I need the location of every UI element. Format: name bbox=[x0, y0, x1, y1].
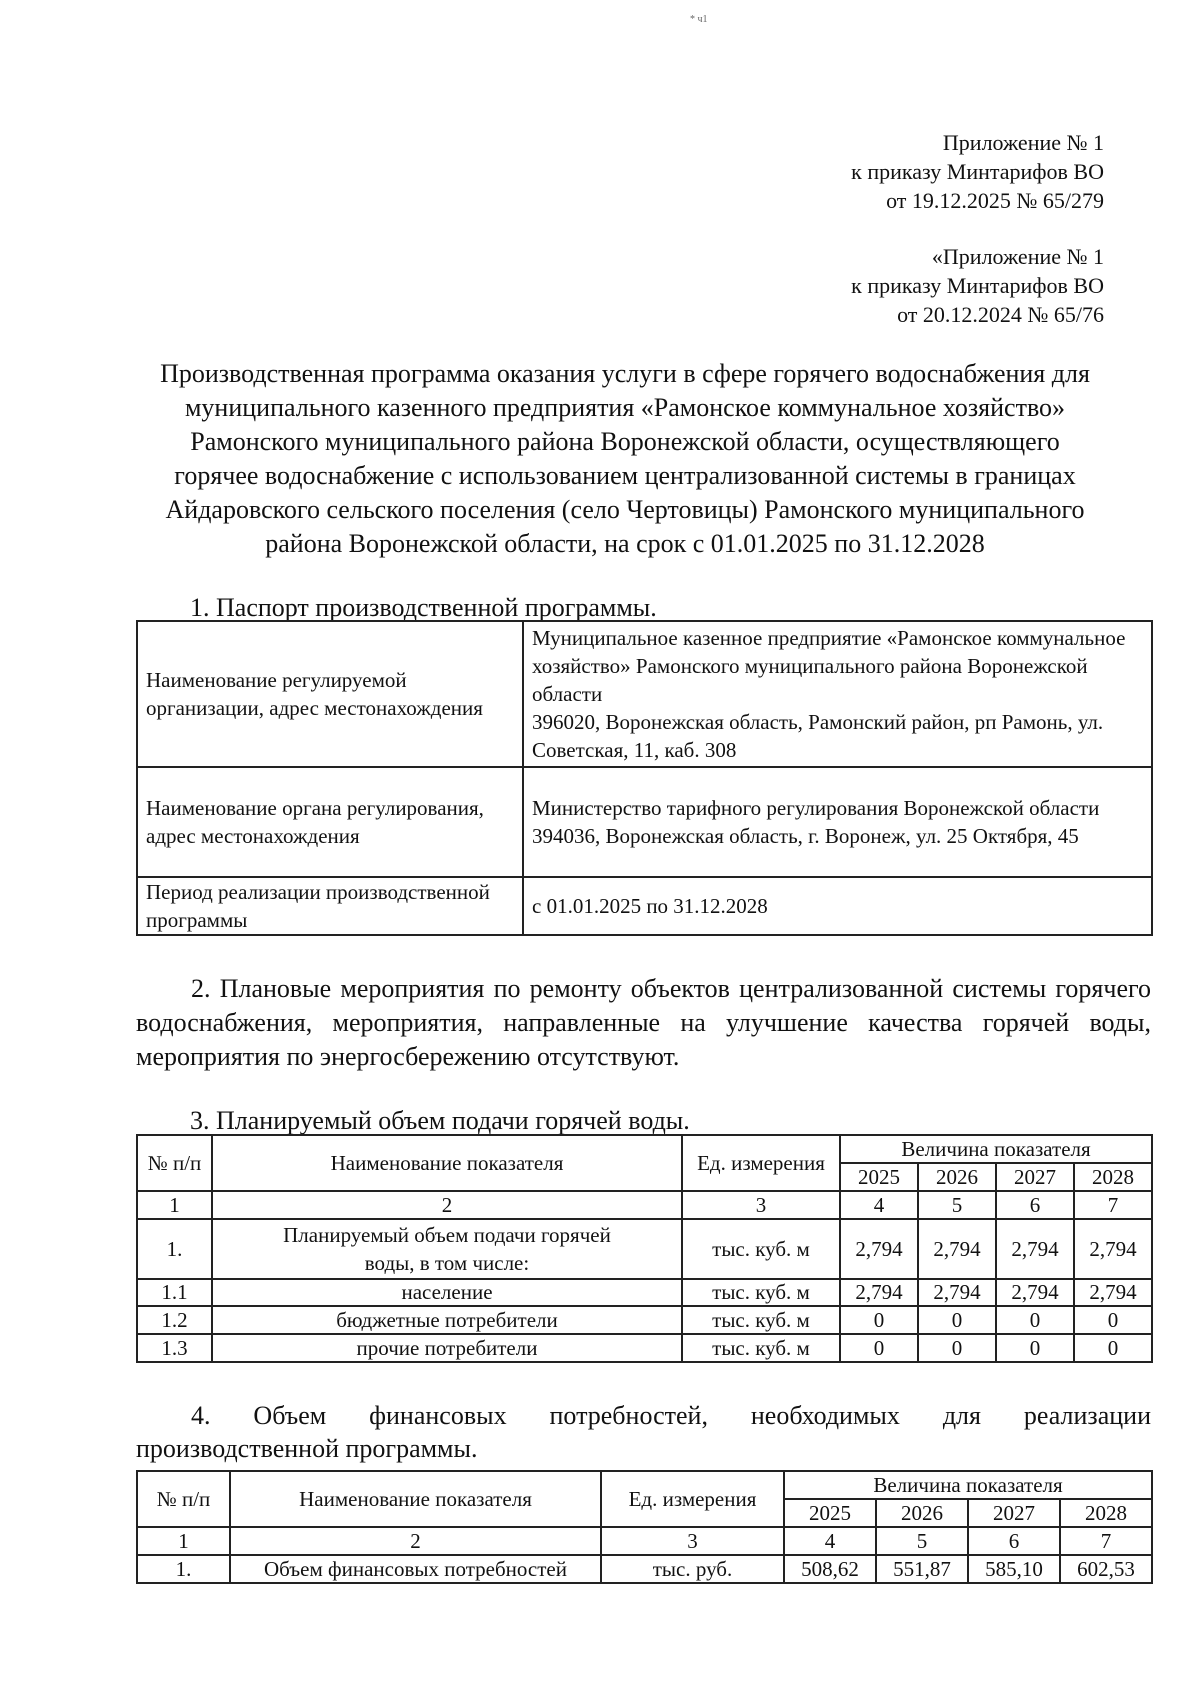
column-number: 6 bbox=[996, 1191, 1074, 1219]
header-unit: Ед. измерения bbox=[682, 1135, 840, 1191]
cell-name: Планируемый объем подачи горячей воды, в том числе: bbox=[212, 1219, 682, 1279]
cell-value: 0 bbox=[1074, 1334, 1152, 1362]
cell-unit: тыс. куб. м bbox=[682, 1219, 840, 1279]
document-title bbox=[100, 357, 1150, 561]
cell-unit: тыс. куб. м bbox=[682, 1306, 840, 1334]
header-year: 2027 bbox=[996, 1163, 1074, 1191]
passport-label: Наименование регулируемой организации, адрес местонахождения bbox=[137, 621, 523, 767]
cell-value: 0 bbox=[918, 1306, 996, 1334]
column-number: 1 bbox=[137, 1191, 212, 1219]
column-number: 5 bbox=[918, 1191, 996, 1219]
cell-value: 0 bbox=[996, 1334, 1074, 1362]
passport-value bbox=[523, 767, 1152, 877]
column-number: 5 bbox=[876, 1527, 968, 1555]
cell-unit: тыс. куб. м bbox=[682, 1334, 840, 1362]
passport-value-line: 396020, Воронежская область, Рамонский район, рп Рамонь, ул. Советская, 11, каб. 308 bbox=[532, 710, 1104, 762]
cell-value: 0 bbox=[996, 1306, 1074, 1334]
cell-unit: тыс. руб. bbox=[601, 1555, 784, 1583]
scan-mark: * ч1 bbox=[690, 14, 708, 25]
cell-name: бюджетные потребители bbox=[212, 1306, 682, 1334]
table-header-row bbox=[137, 1135, 1152, 1163]
cell-value: 0 bbox=[1074, 1306, 1152, 1334]
cell-value: 0 bbox=[918, 1334, 996, 1362]
cell-num: 1.3 bbox=[137, 1334, 212, 1362]
table-row bbox=[137, 1306, 1152, 1334]
cell-num: 1. bbox=[137, 1555, 230, 1583]
section4-heading-line2: производственной программы. bbox=[136, 1434, 478, 1463]
approval-line: от 20.12.2024 № 65/76 bbox=[897, 302, 1104, 327]
column-number: 3 bbox=[601, 1527, 784, 1555]
header-name: Наименование показателя bbox=[212, 1135, 682, 1191]
column-number: 3 bbox=[682, 1191, 840, 1219]
title-line: Производственная программа оказания услуги в сфере горячего водоснабжения для bbox=[160, 359, 1090, 388]
passport-table bbox=[136, 620, 1153, 936]
cell-value: 602,53 bbox=[1060, 1555, 1152, 1583]
passport-value bbox=[523, 621, 1152, 767]
approval-line: от 19.12.2025 № 65/279 bbox=[886, 188, 1104, 213]
title-line: Рамонского муниципального района Воронежской области, осуществляющего bbox=[190, 427, 1060, 456]
volume-table bbox=[136, 1134, 1153, 1363]
finance-table bbox=[136, 1470, 1153, 1584]
cell-value: 0 bbox=[840, 1306, 918, 1334]
passport-value-line: Муниципальное казенное предприятие «Рамонское коммунальное хозяйство» Рамонского муниципального района Воронежской области bbox=[532, 626, 1126, 706]
table-row bbox=[137, 1279, 1152, 1306]
cell-value: 2,794 bbox=[918, 1219, 996, 1279]
table-row bbox=[137, 1219, 1152, 1279]
header-year: 2028 bbox=[1074, 1163, 1152, 1191]
cell-num: 1.2 bbox=[137, 1306, 212, 1334]
passport-value bbox=[523, 877, 1152, 935]
approval-line: к приказу Минтарифов ВО bbox=[851, 273, 1104, 298]
column-number: 7 bbox=[1074, 1191, 1152, 1219]
passport-label: Период реализации производственной программы bbox=[137, 877, 523, 935]
table-row bbox=[137, 621, 1152, 767]
cell-value: 2,794 bbox=[996, 1219, 1074, 1279]
table-row bbox=[137, 1555, 1152, 1583]
header-year: 2026 bbox=[918, 1163, 996, 1191]
cell-name: прочие потребители bbox=[212, 1334, 682, 1362]
header-year: 2028 bbox=[1060, 1499, 1152, 1527]
column-number: 4 bbox=[840, 1191, 918, 1219]
approval-block-previous bbox=[851, 242, 1104, 329]
header-unit: Ед. измерения bbox=[601, 1471, 784, 1527]
cell-value: 508,62 bbox=[784, 1555, 876, 1583]
table-header-row bbox=[137, 1471, 1152, 1499]
approval-line: Приложение № 1 bbox=[942, 130, 1104, 155]
table-row bbox=[137, 767, 1152, 877]
approval-line: к приказу Минтарифов ВО bbox=[851, 159, 1104, 184]
cell-value: 0 bbox=[840, 1334, 918, 1362]
column-number: 4 bbox=[784, 1527, 876, 1555]
section2-text: 2. Плановые мероприятия по ремонту объектов централизованной системы горячего водоснабжения, мероприятия, направленные на улучшение качества горячей воды, мероприятия по энергосбережению отсутствуют. bbox=[136, 974, 1151, 1071]
approval-line: «Приложение № 1 bbox=[931, 244, 1104, 269]
passport-label: Наименование органа регулирования, адрес местонахождения bbox=[137, 767, 523, 877]
header-year: 2025 bbox=[840, 1163, 918, 1191]
title-line: муниципального казенного предприятия «Рамонское коммунальное хозяйство» bbox=[184, 393, 1066, 422]
section2-paragraph bbox=[136, 972, 1151, 1074]
cell-unit: тыс. куб. м bbox=[682, 1279, 840, 1306]
column-number: 7 bbox=[1060, 1527, 1152, 1555]
cell-value: 2,794 bbox=[840, 1279, 918, 1306]
cell-value: 2,794 bbox=[996, 1279, 1074, 1306]
passport-value-line: Министерство тарифного регулирования Воронежской области bbox=[532, 796, 1100, 820]
column-number: 2 bbox=[230, 1527, 601, 1555]
section1-heading: 1. Паспорт производственной программы. bbox=[190, 593, 657, 622]
column-number: 6 bbox=[968, 1527, 1060, 1555]
passport-value-line: с 01.01.2025 по 31.12.2028 bbox=[532, 894, 768, 918]
header-year: 2025 bbox=[784, 1499, 876, 1527]
cell-value: 2,794 bbox=[1074, 1279, 1152, 1306]
cell-value: 2,794 bbox=[918, 1279, 996, 1306]
header-name: Наименование показателя bbox=[230, 1471, 601, 1527]
title-line: района Воронежской области, на срок с 01.01.2025 по 31.12.2028 bbox=[265, 529, 985, 558]
column-number: 2 bbox=[212, 1191, 682, 1219]
section3-heading: 3. Планируемый объем подачи горячей воды. bbox=[190, 1106, 690, 1135]
cell-name: население bbox=[212, 1279, 682, 1306]
header-year: 2027 bbox=[968, 1499, 1060, 1527]
column-number-row bbox=[137, 1191, 1152, 1219]
header-num: № п/п bbox=[137, 1471, 230, 1527]
column-number-row bbox=[137, 1527, 1152, 1555]
header-num: № п/п bbox=[137, 1135, 212, 1191]
passport-value-line: 394036, Воронежская область, г. Воронеж, ул. 25 Октября, 45 bbox=[532, 824, 1079, 848]
title-line: горячее водоснабжение с использованием централизованной системы в границах bbox=[174, 461, 1076, 490]
title-line: Айдаровского сельского поселения (село Чертовицы) Рамонского муниципального bbox=[165, 495, 1085, 524]
cell-num: 1.1 bbox=[137, 1279, 212, 1306]
cell-num: 1. bbox=[137, 1219, 212, 1279]
table-row bbox=[137, 1334, 1152, 1362]
column-number: 1 bbox=[137, 1527, 230, 1555]
cell-value: 2,794 bbox=[840, 1219, 918, 1279]
cell-name: Объем финансовых потребностей bbox=[230, 1555, 601, 1583]
header-year: 2026 bbox=[876, 1499, 968, 1527]
cell-value: 551,87 bbox=[876, 1555, 968, 1583]
header-value: Величина показателя bbox=[840, 1135, 1152, 1163]
header-value: Величина показателя bbox=[784, 1471, 1152, 1499]
table-row bbox=[137, 877, 1152, 935]
approval-block-current bbox=[851, 128, 1104, 215]
section4-heading-line1: 4. Объем финансовых потребностей, необходимых для реализации bbox=[191, 1401, 1151, 1430]
section4-heading bbox=[136, 1399, 1151, 1433]
cell-value: 585,10 bbox=[968, 1555, 1060, 1583]
cell-value: 2,794 bbox=[1074, 1219, 1152, 1279]
